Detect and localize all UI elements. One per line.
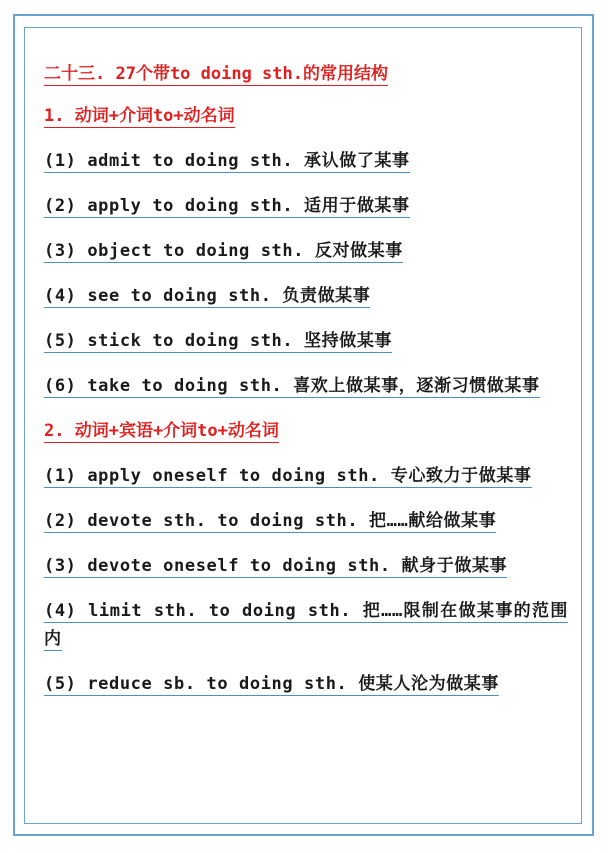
list-item: (6) take to doing sth. 喜欢上做某事，逐渐习惯做某事 [44,376,540,396]
section-2-heading: 2. 动词+宾语+介词to+动名词 [44,421,279,441]
list-item: (4) limit sth. to doing sth. 把……限制在做某事的范围内 [44,601,568,649]
list-item: (3) devote oneself to doing sth. 献身于做某事 [44,556,508,576]
list-item: (3) object to doing sth. 反对做某事 [44,241,403,261]
page-title: 二十三. 27个带to doing sth.的常用结构 [44,64,388,84]
list-item: (1) apply oneself to doing sth. 专心致力于做某事 [44,466,532,486]
list-item: (1) admit to doing sth. 承认做了某事 [44,151,410,171]
list-item: (4) see to doing sth. 负责做某事 [44,286,371,306]
list-item: (2) devote sth. to doing sth. 把……献给做某事 [44,511,497,531]
document-content [44,60,568,715]
list-item: (2) apply to doing sth. 适用于做某事 [44,196,410,216]
list-item: (5) reduce sb. to doing sth. 使某人沦为做某事 [44,674,500,694]
list-item: (5) stick to doing sth. 坚持做某事 [44,331,393,351]
section-1-heading: 1. 动词+介词to+动名词 [44,106,235,126]
